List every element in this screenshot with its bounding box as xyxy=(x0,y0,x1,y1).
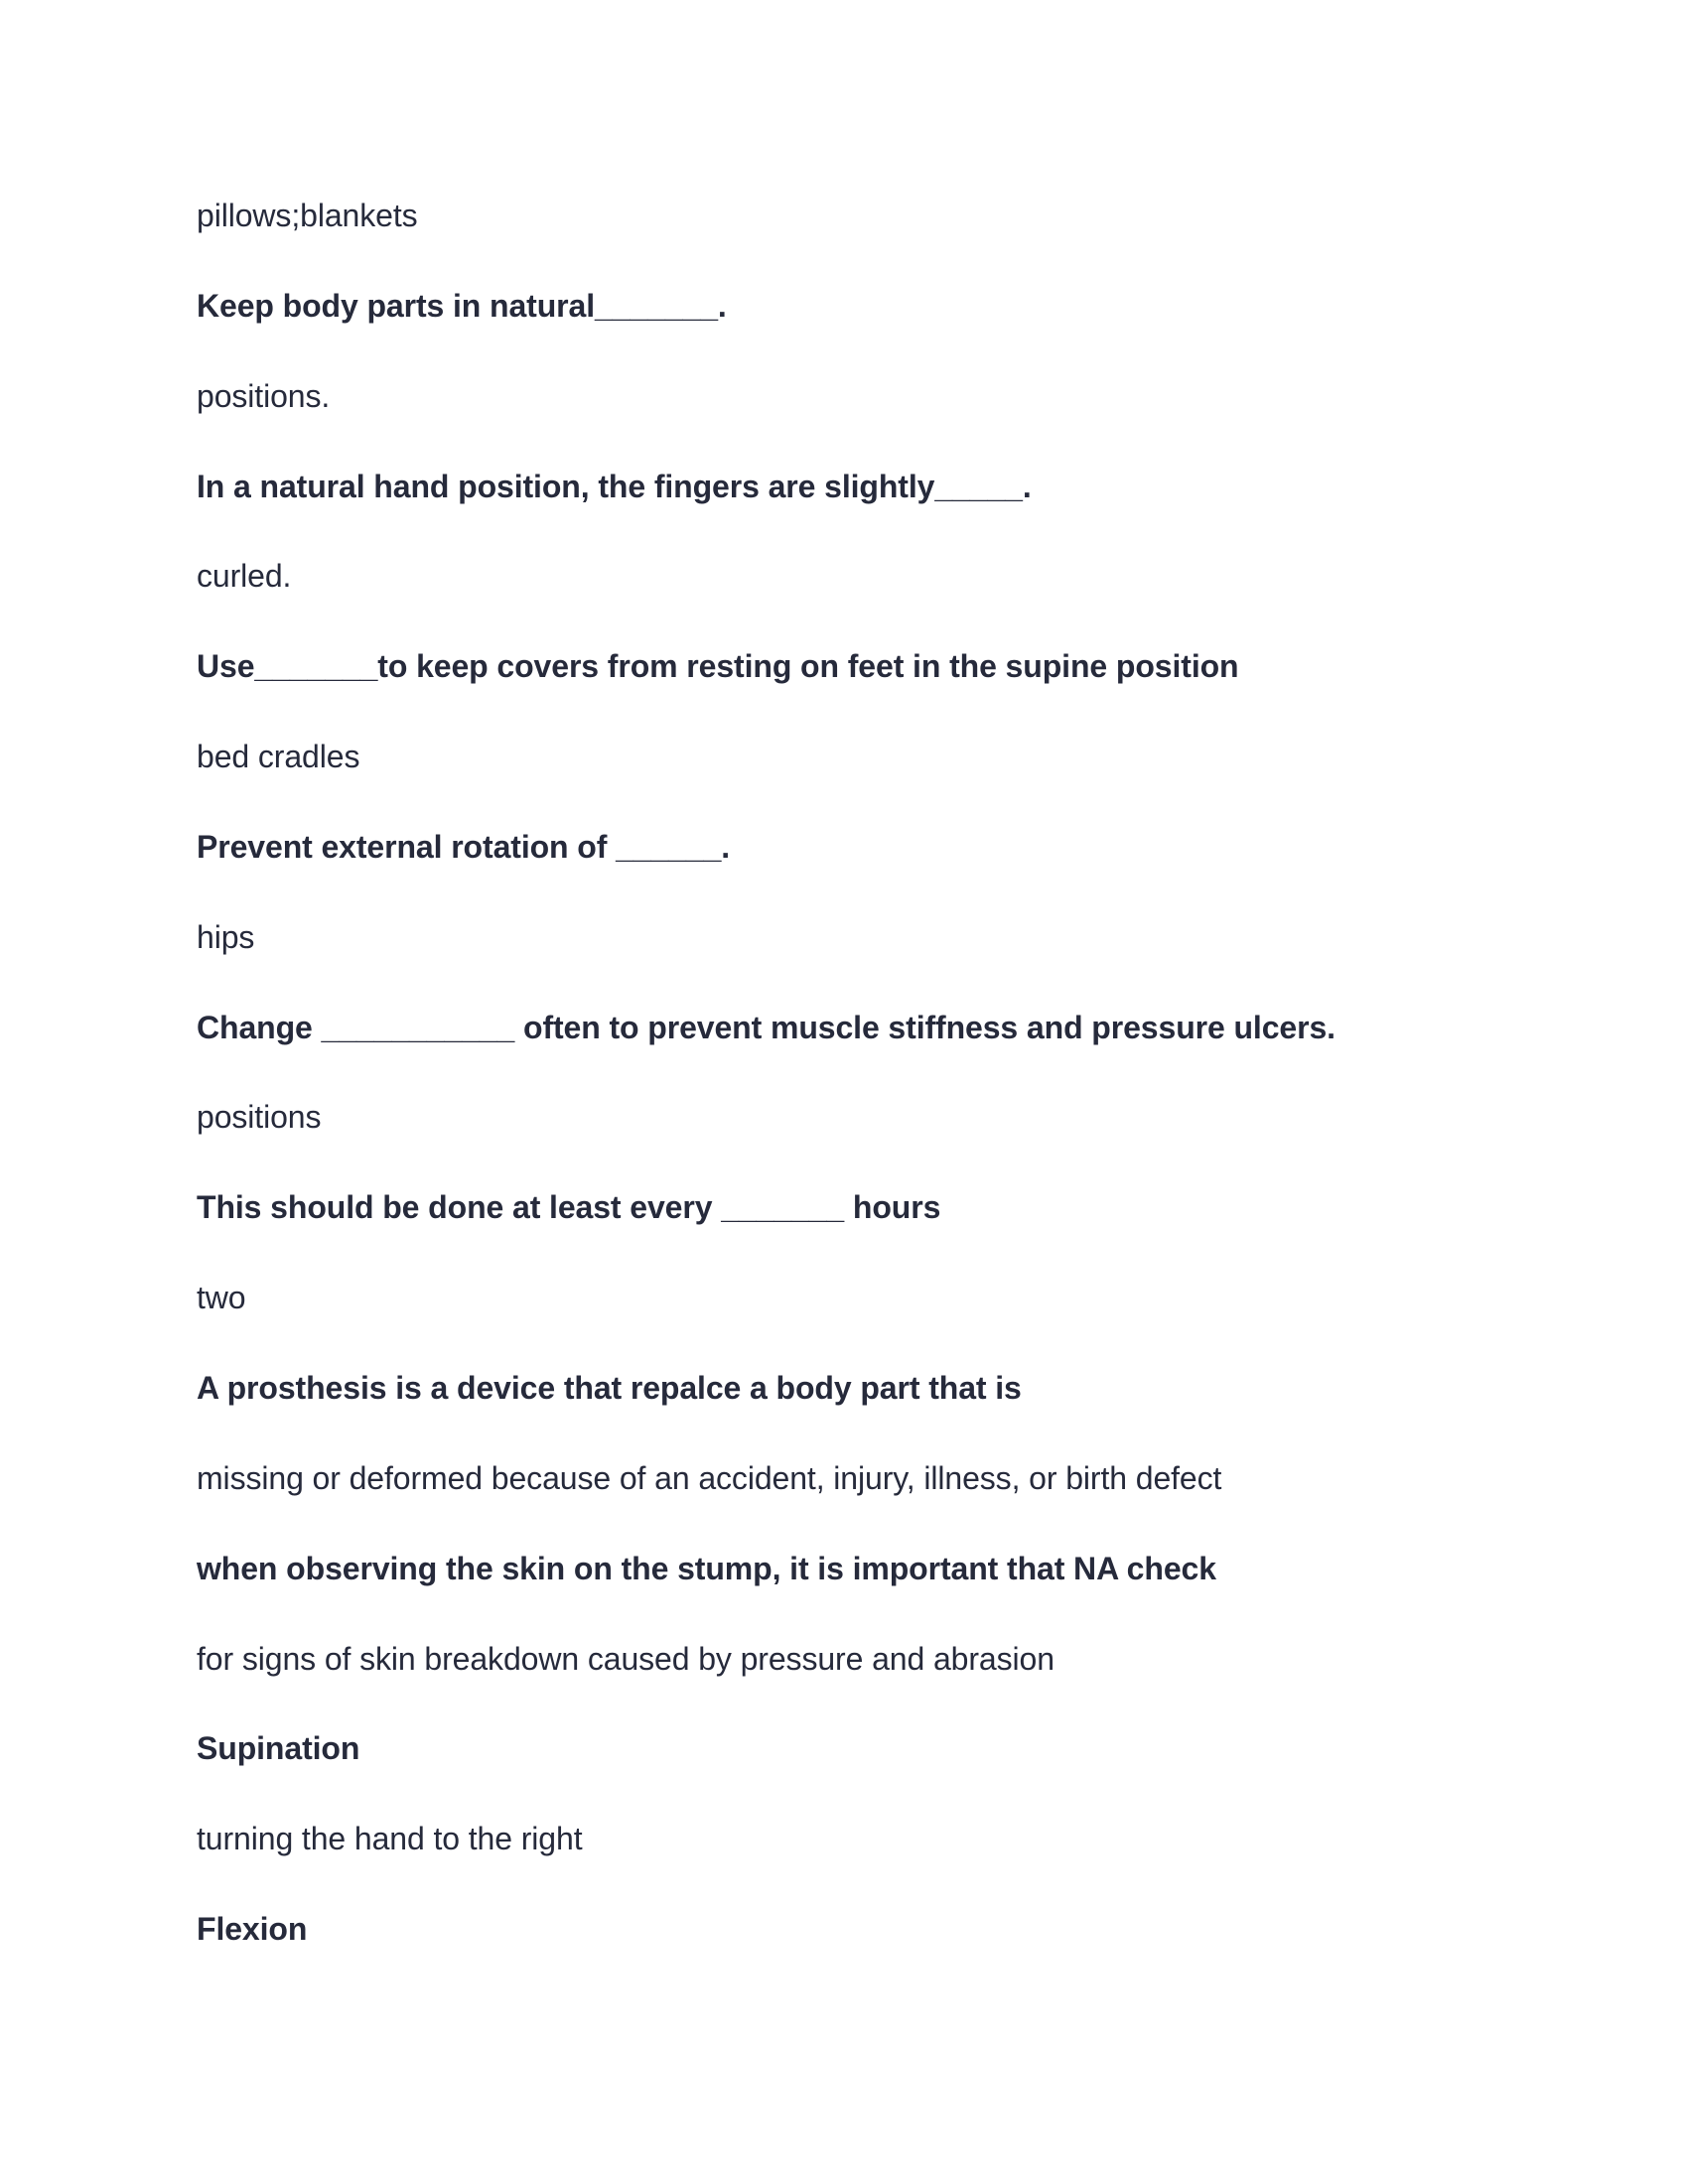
question-text: In a natural hand position, the fingers are slightly_____. xyxy=(197,468,1032,504)
question-text: Supination xyxy=(197,1730,360,1767)
answer-text: positions. xyxy=(197,377,331,414)
answer-text: two xyxy=(197,1280,246,1316)
answer-text: curled. xyxy=(197,558,292,595)
flashcard-list xyxy=(197,196,1487,1999)
answer-text: hips xyxy=(197,918,255,955)
question-text: This should be done at least every _______ hours xyxy=(197,1189,941,1226)
answer-text: pillows;blankets xyxy=(197,198,418,233)
question-text: Flexion xyxy=(197,1911,308,1948)
question-text: Use_______to keep covers from resting on feet in the supine position xyxy=(197,648,1239,685)
question-text: Keep body parts in natural_______. xyxy=(197,287,727,324)
answer-text: missing or deformed because of an accident, injury, illness, or birth defect xyxy=(197,1459,1222,1496)
question-text: Change ___________ often to prevent muscle stiffness and pressure ulcers. xyxy=(197,1009,1336,1045)
answer-text: turning the hand to the right xyxy=(197,1821,583,1857)
answer-text: bed cradles xyxy=(197,739,360,775)
question-text: Prevent external rotation of ______. xyxy=(197,828,731,865)
answer-text: for signs of skin breakdown caused by pressure and abrasion xyxy=(197,1640,1055,1677)
question-text: when observing the skin on the stump, it is important that NA check xyxy=(197,1550,1216,1586)
answer-text: positions xyxy=(197,1099,322,1136)
question-text: A prosthesis is a device that repalce a body part that is xyxy=(197,1369,1022,1406)
